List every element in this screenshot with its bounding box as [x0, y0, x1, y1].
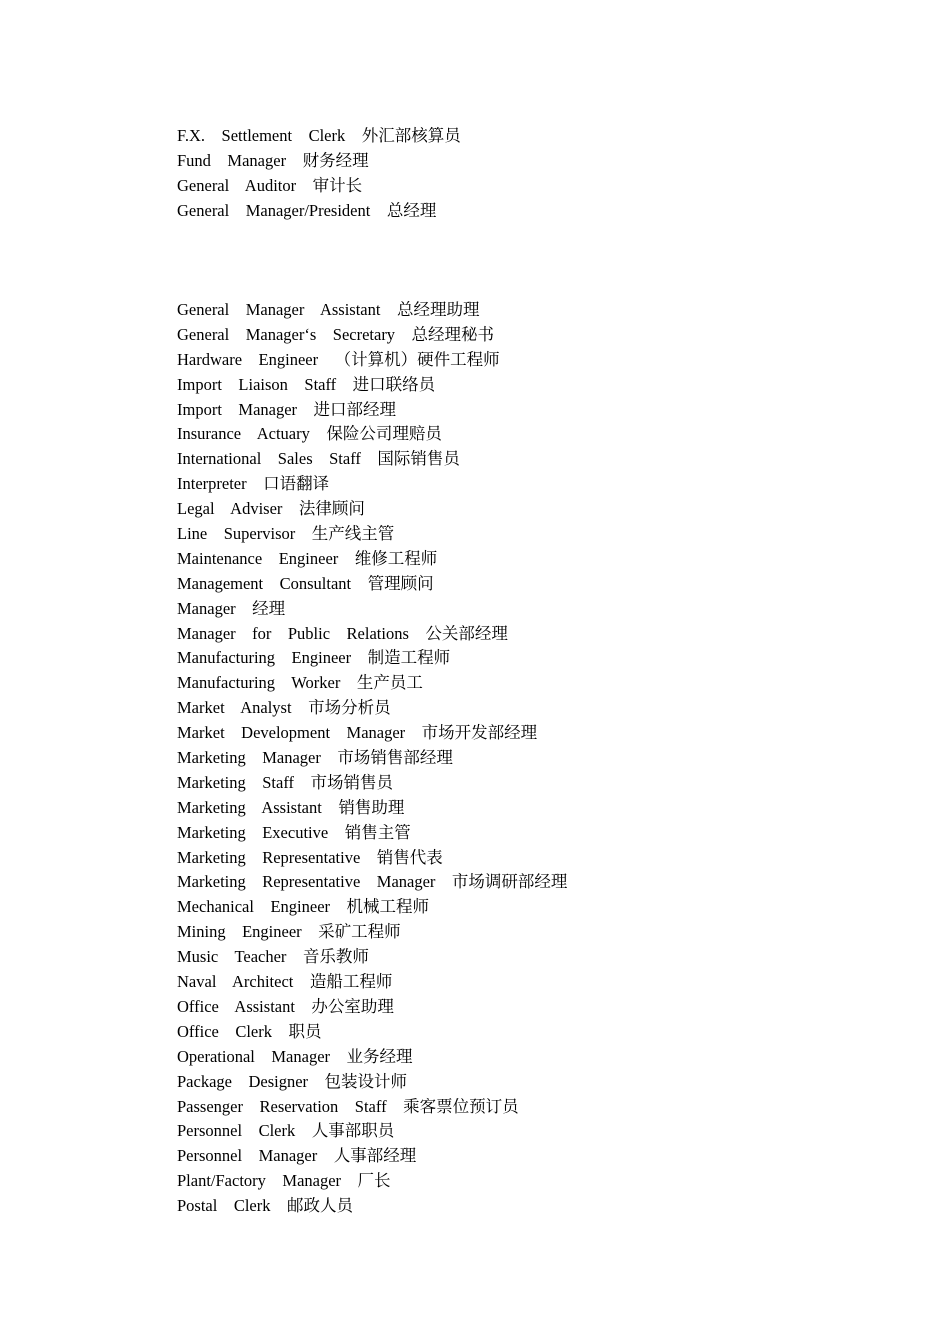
- list-item: Import Manager 进口部经理: [177, 399, 397, 419]
- list-item: Marketing Representative 销售代表: [177, 847, 443, 867]
- list-item: Manager 经理: [177, 598, 286, 618]
- list-item: Market Analyst 市场分析员: [177, 698, 391, 718]
- list-item: Maintenance Engineer 维修工程师: [177, 548, 438, 568]
- list-item: Manufacturing Engineer 制造工程师: [177, 648, 451, 668]
- job-title-list-1: [177, 124, 461, 224]
- list-item: Fund Manager 财务经理: [177, 150, 369, 170]
- list-item: Naval Architect 造船工程师: [177, 972, 393, 992]
- list-item: Package Designer 包装设计师: [177, 1071, 408, 1091]
- list-item: Office Assistant 办公室助理: [177, 996, 394, 1016]
- list-item: F.X. Settlement Clerk 外汇部核算员: [177, 126, 461, 145]
- list-item: General Manager/President 总经理: [177, 200, 437, 220]
- list-item: Import Liaison Staff 进口联络员: [177, 374, 436, 394]
- list-item: Mining Engineer 采矿工程师: [177, 922, 401, 942]
- list-item: Management Consultant 管理顾问: [177, 573, 434, 593]
- list-item: Line Supervisor 生产线主管: [177, 524, 395, 544]
- list-item: General Manager Assistant 总经理助理: [177, 300, 480, 319]
- list-item: Legal Adviser 法律顾问: [177, 499, 365, 519]
- list-item: Operational Manager 业务经理: [177, 1046, 413, 1066]
- list-item: Postal Clerk 邮政人员: [177, 1196, 353, 1216]
- list-item: Plant/Factory Manager 厂长: [177, 1171, 391, 1191]
- list-item: General Manager‘s Secretary 总经理秘书: [177, 324, 495, 344]
- list-item: Hardware Engineer （计算机）硬件工程师: [177, 349, 500, 369]
- list-item: Mechanical Engineer 机械工程师: [177, 897, 430, 917]
- list-item: Music Teacher 音乐教师: [177, 947, 369, 967]
- job-title-list-2: [177, 298, 567, 1219]
- list-item: Personnel Manager 人事部经理: [177, 1146, 417, 1166]
- list-item: Marketing Assistant 销售助理: [177, 797, 405, 817]
- list-item: Marketing Staff 市场销售员: [177, 772, 394, 792]
- list-item: Passenger Reservation Staff 乘客票位预订员: [177, 1096, 519, 1116]
- list-item: Marketing Representative Manager 市场调研部经理: [177, 872, 568, 892]
- list-item: Interpreter 口语翻译: [177, 474, 330, 494]
- list-item: Market Development Manager 市场开发部经理: [177, 723, 538, 743]
- list-item: General Auditor 审计长: [177, 175, 363, 195]
- list-item: International Sales Staff 国际销售员: [177, 449, 460, 469]
- list-item: Marketing Manager 市场销售部经理: [177, 748, 453, 768]
- list-item: Manufacturing Worker 生产员工: [177, 673, 423, 693]
- list-item: Office Clerk 职员: [177, 1021, 322, 1041]
- list-item: Insurance Actuary 保险公司理赔员: [177, 424, 442, 444]
- list-item: Personnel Clerk 人事部职员: [177, 1121, 395, 1141]
- list-item: Marketing Executive 销售主管: [177, 822, 411, 842]
- list-item: Manager for Public Relations 公关部经理: [177, 623, 508, 643]
